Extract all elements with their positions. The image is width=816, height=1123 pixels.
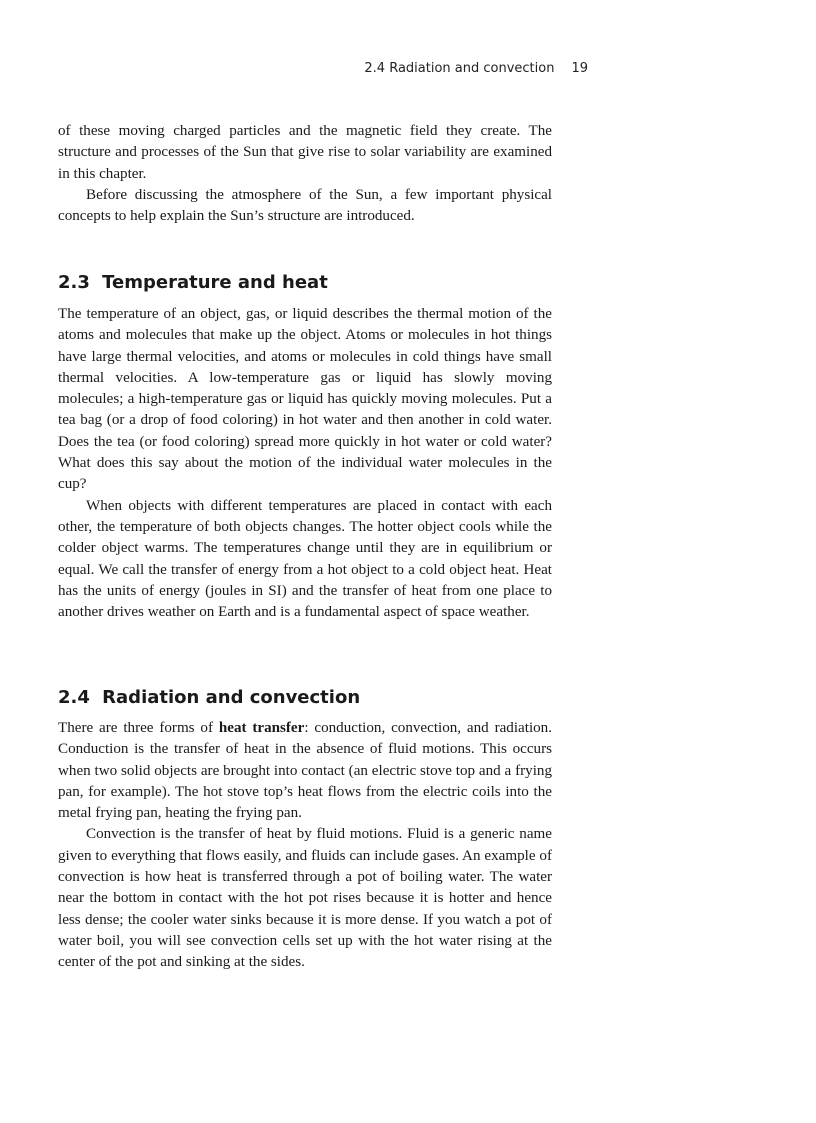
section-2-3-title: Temperature and heat: [102, 272, 328, 293]
section-2-3-paragraph-1: The temperature of an object, gas, or liquid describes the thermal motion of the atoms and molecules that make up the object. Atoms or molecules in hot things have large thermal velocities, and atoms or molecules in cold things have small thermal velocities. A low-temperature gas or liquid has slowly moving molecules; a high-temperature gas or liquid has quickly moving molecules. Put a tea bag (or a drop of food coloring) in hot water and then another in cold water. Does the tea (or food coloring) spread more quickly in hot water or cold water? What does this say about the motion of the individual water molecules in the cup?: [58, 306, 552, 493]
intro-paragraph-2: Before discussing the atmosphere of the Sun, a few important physical concepts to help explain the Sun’s structure are introduced.: [58, 186, 552, 225]
section-2-4-paragraph-2: Convection is the transfer of heat by fluid motions. Fluid is a generic name given to everything that flows easily, and fluids can include gases. An example of convection is how heat is transferred through a pot of boiling water. The water near the bottom in contact with the hot pot rises because it is hotter and hence less dense; the cooler water sinks because it is more dense. If you watch a pot of water boil, you will see convection cells set up with the hot water rising at the center of the pot and sinking at the sides.: [58, 826, 552, 971]
section-2-3-number: 2.3: [58, 272, 90, 293]
running-head-title: 2.4 Radiation and convection: [364, 61, 555, 76]
section-2-4-paragraph-1: [58, 718, 552, 824]
key-term-heat-transfer: heat transfer: [218, 720, 305, 736]
section-2-3-paragraph-2: When objects with different temperatures are placed in contact with each other, the temperature of both objects changes. The hotter object cools while the colder object warms. The temperatures change until they are in equilibrium or equal. We call the transfer of energy from a hot object to a cold object heat. Heat has the units of energy (joules in SI) and the transfer of heat from one place to another drives weather on Earth and is a fundamental aspect of space weather.: [58, 497, 552, 621]
section-2-4-heading: [58, 687, 360, 708]
section-2-4-number: 2.4: [58, 687, 90, 708]
running-head: [58, 61, 588, 76]
paragraph-text: : conduction, convection, and radiation. Conduction is the transfer of heat in the absence of fluid motions. This occurs when two solid objects are brought into contact (an electric stove top and a frying pan, for example). The hot stove top’s heat flows from the electric coils into the metal frying pan, heating the frying pan.: [58, 720, 553, 822]
section-2-3-heading: [58, 272, 328, 293]
intro-paragraph-1: of these moving charged particles and the magnetic field they create. The structure and processes of the Sun that give rise to solar variability are examined in this chapter.: [58, 123, 552, 182]
section-2-3-body: [58, 304, 552, 623]
section-2-4-title: Radiation and convection: [102, 687, 361, 708]
paragraph-text: There are three forms of: [58, 720, 219, 736]
section-2-4-body: [58, 718, 552, 974]
page-number: 19: [571, 61, 588, 76]
intro-text: [58, 121, 552, 227]
